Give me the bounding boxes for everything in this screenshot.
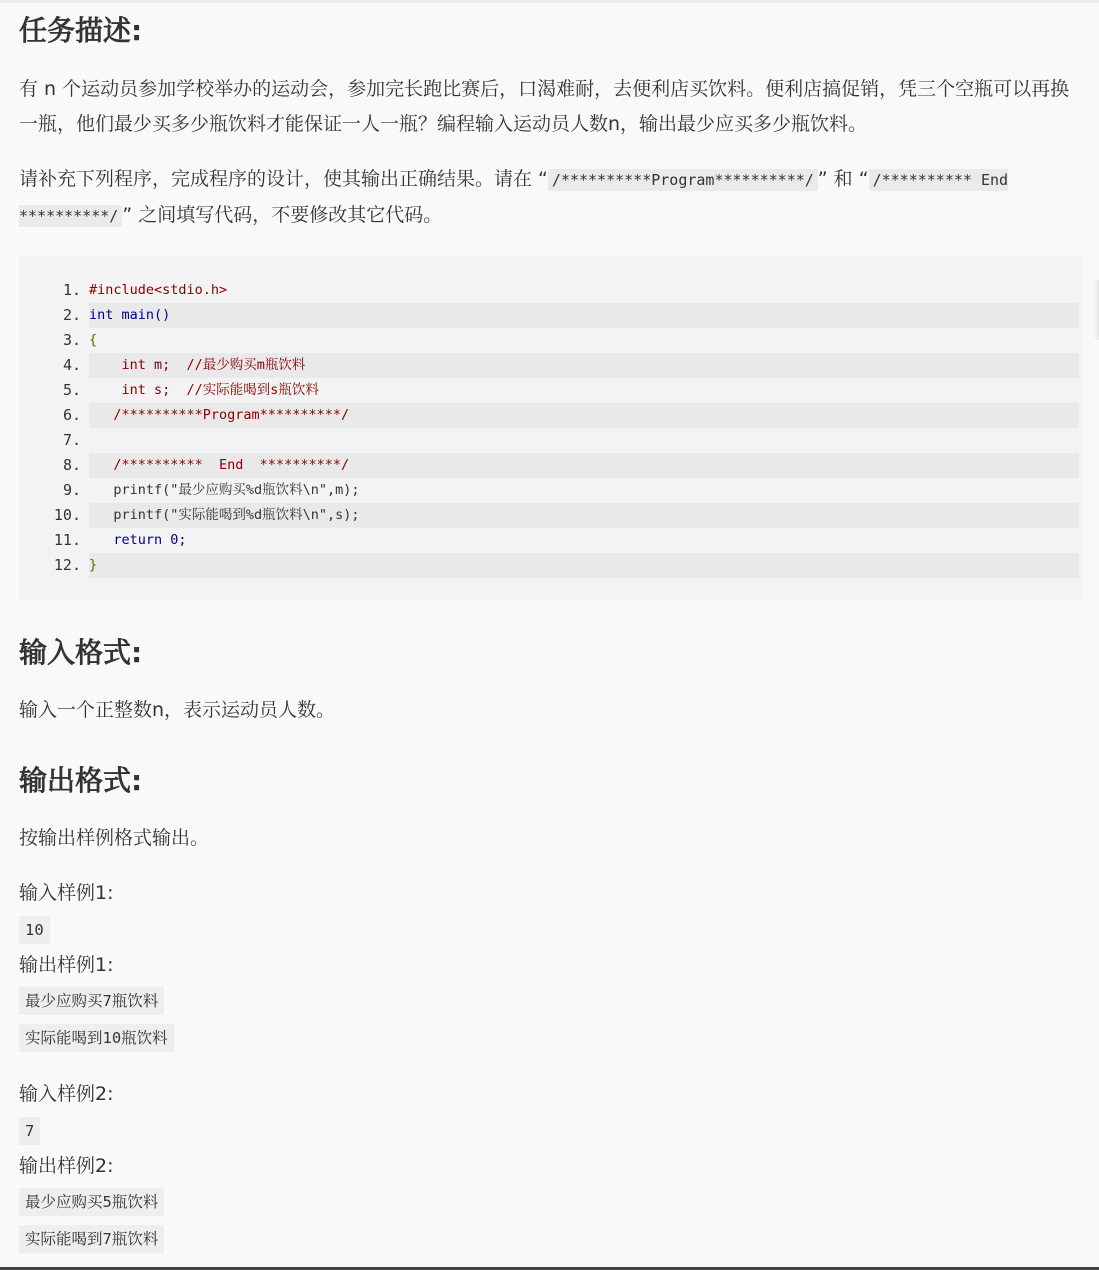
task-heading: 任务描述: [19,14,143,47]
code-text: return 0; [89,532,187,548]
code-line [62,353,1079,378]
code-line [53,528,1079,553]
code-text: int m; //最少购买m瓶饮料 [89,357,306,373]
sample-input-1: 10 [19,916,50,944]
output-format-heading: 输出格式: [19,764,143,797]
code-text: /**********Program**********/ [89,407,350,423]
code-line [62,328,1079,353]
sample-output-2-label: 输出样例2: [19,1155,114,1177]
code-line [62,378,1079,403]
sample-output-1-label: 输出样例1: [19,954,114,976]
line-number: 3. [62,331,81,349]
sample-output-2-line-1: 最少应购买5瓶饮料 [19,1188,164,1216]
code-text: { [89,332,98,348]
line-number: 6. [62,406,81,424]
input-format-heading: 输入格式: [19,636,143,669]
line-number: 5. [62,381,81,399]
code-line [62,403,1079,428]
instruction-text-c: ” 之间填写代码，不要修改其它代码。 [122,204,443,226]
line-number: 1. [62,281,81,299]
code-text: printf("实际能喝到%d瓶饮料\n",s); [89,507,360,523]
code-line [62,478,1079,503]
line-number: 12. [53,556,81,574]
output-format-text: 按输出样例格式输出。 [19,827,210,849]
code-text: printf("最少应购买%d瓶饮料\n",m); [89,482,360,498]
code-text: int s; //实际能喝到s瓶饮料 [89,382,319,398]
code-text: /********** End **********/ [89,457,350,473]
line-number: 8. [62,456,81,474]
line-number: 4. [62,356,81,374]
code-line [62,428,1079,453]
code-block[interactable] [19,256,1083,600]
code-line [53,553,1079,578]
line-number: 11. [53,531,81,549]
code-line [62,278,1079,303]
sample-input-2: 7 [19,1117,40,1145]
code-line [53,503,1079,528]
line-number: 7. [62,431,81,449]
sample-input-1-label: 输入样例1: [19,882,114,904]
code-line [62,303,1079,328]
code-text: #include<stdio.h> [89,282,228,298]
sample-output-2-line-2: 实际能喝到7瓶饮料 [19,1225,164,1253]
task-instruction [19,162,1085,234]
code-text: } [89,557,98,573]
sample-input-2-label: 输入样例2: [19,1083,114,1105]
line-number: 9. [62,481,81,499]
code-line [62,453,1079,478]
top-rule [0,0,1099,3]
line-number: 10. [53,506,81,524]
instruction-text-a: 请补充下列程序，完成程序的设计，使其输出正确结果。请在 “ [19,168,548,190]
sample-output-1-line-2: 实际能喝到10瓶饮料 [19,1024,174,1052]
task-description: 有 n 个运动员参加学校举办的运动会，参加完长跑比赛后，口渴难耐，去便利店买饮料。便利店搞促销，凭三个空瓶可以再换一瓶，他们最少买多少瓶饮料才能保证一人一瓶？编程输入运动员人数n，输出最少应买多少瓶饮料。 [19,78,1070,135]
code-text: int main() [89,307,171,323]
input-format-text: 输入一个正整数n，表示运动员人数。 [19,699,336,721]
line-number: 2. [62,306,81,324]
end-marker: /********** End **********/ [19,171,1009,225]
sample-output-1-line-1: 最少应购买7瓶饮料 [19,987,164,1015]
program-marker: /**********Program**********/ [548,169,818,191]
scroll-edge-shadow [1093,280,1099,340]
instruction-text-b: ” 和 “ [817,168,869,190]
